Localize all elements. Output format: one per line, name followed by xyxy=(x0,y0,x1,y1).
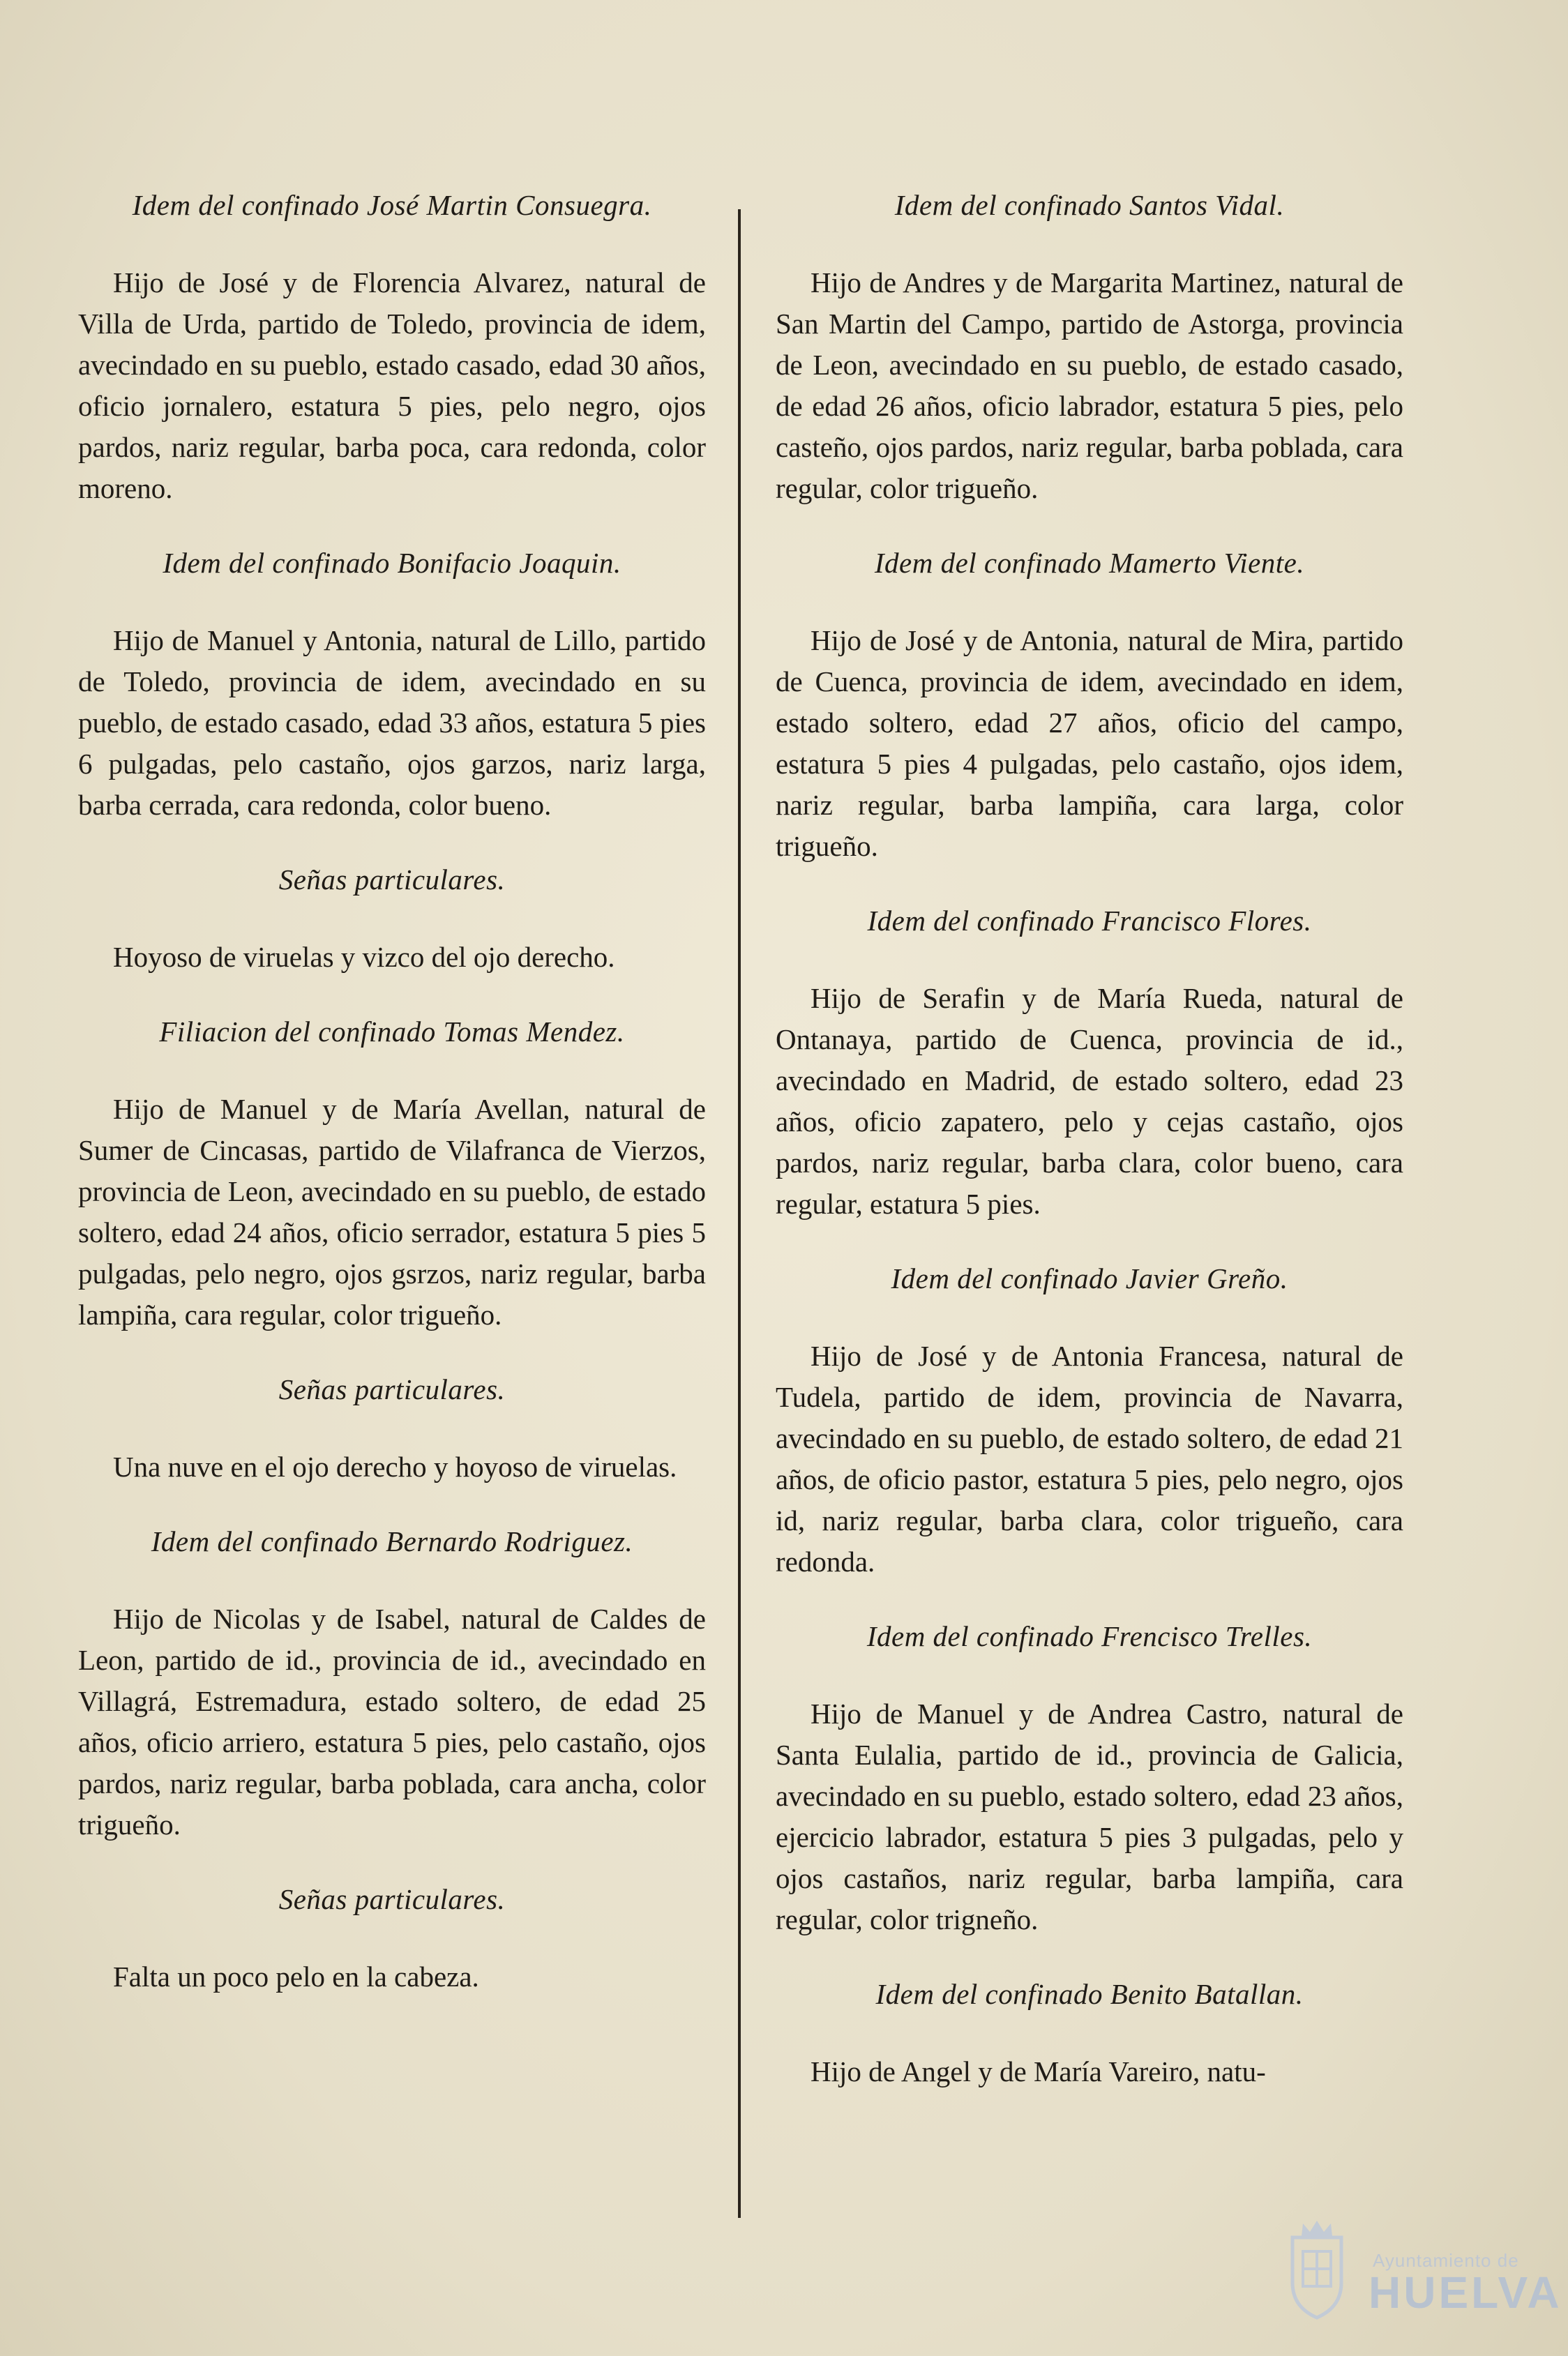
column-divider xyxy=(738,209,741,2218)
entry-description: Hijo de Manuel y Antonia, natural de Lillo, partido de Toledo, provincia de idem, avecindado en su pueblo, de estado casado, edad 33 años, estatura 5 pies 6 pulgadas, pelo castaño, ojos garzos, nariz larga, barba cerrada, cara redonda, color bueno. xyxy=(78,624,706,821)
entry-heading: Idem del confinado Francisco Flores. xyxy=(867,905,1312,937)
distinguishing-marks-text: Hoyoso de viruelas y vizco del ojo derecho. xyxy=(113,941,615,973)
entry-description: Hijo de Andres y de Margarita Martinez, natural de San Martin del Campo, partido de Astorga, provincia de Leon, avecindado en su pueblo, de estado casado, de edad 26 años, oficio labrador, estatura 5 pies, pelo casteño, ojos pardos, nariz regular, barba poblada, cara regular, color trigueño. xyxy=(776,266,1403,504)
entry-heading: Idem del confinado Bernardo Rodriguez. xyxy=(151,1525,633,1557)
entry-heading: Idem del confinado Javier Greño. xyxy=(891,1262,1288,1294)
entry-description: Hijo de Serafin y de María Rueda, natural de Ontanaya, partido de Cuenca, provincia de id., avecindado en Madrid, de estado soltero, edad 23 años, oficio zapatero, pelo y cejas castaño, ojos pardos, nariz regular, barba clara, color bueno, cara regular, estatura 5 pies. xyxy=(776,982,1403,1220)
entry-heading: Idem del confinado Frencisco Trelles. xyxy=(866,1620,1313,1652)
entry-description: Hijo de José y de Antonia Francesa, natural de Tudela, partido de idem, provincia de Navarra, avecindado en su pueblo, de estado soltero, de edad 21 años, de oficio pastor, estatura 5 pies, pelo negro, ojos id, nariz regular, barba clara, color trigueño, cara redonda. xyxy=(776,1340,1403,1578)
left-column xyxy=(78,185,706,2031)
right-column xyxy=(776,185,1403,2126)
entry-heading: Idem del confinado Bonifacio Joaquin. xyxy=(163,547,621,579)
distinguishing-marks-heading: Señas particulares. xyxy=(278,1373,506,1405)
entry-description: Hijo de Manuel y de María Avellan, natural de Sumer de Cincasas, partido de Vilafranca de Vierzos, provincia de Leon, avecindado en su pueblo, de estado soltero, edad 24 años, oficio serrador, estatura 5 pies 5 pulgadas, pelo negro, ojos gsrzos, nariz regular, barba lampiña, cara regular, color trigueño. xyxy=(78,1093,706,1331)
entry-heading: Idem del confinado José Martin Consuegra. xyxy=(132,189,652,221)
entry-description: Hijo de José y de Florencia Alvarez, natural de Villa de Urda, partido de Toledo, provincia de idem, avecindado en su pueblo, estado casado, edad 30 años, oficio jornalero, estatura 5 pies, pelo negro, ojos pardos, nariz regular, barba poca, cara redonda, color moreno. xyxy=(78,266,706,504)
coat-of-arms-icon xyxy=(1282,2217,1352,2321)
distinguishing-marks-text: Una nuve en el ojo derecho y hoyoso de viruelas. xyxy=(113,1451,677,1483)
entry-description: Hijo de Nicolas y de Isabel, natural de Caldes de Leon, partido de id., provincia de id., avecindado en Villagrá, Estremadura, estado soltero, de edad 25 años, oficio arriero, estatura 5 pies, pelo castaño, ojos pardos, nariz regular, barba poblada, cara ancha, color trigueño. xyxy=(78,1603,706,1841)
watermark-subtitle: Ayuntamiento de xyxy=(1373,2250,1519,2271)
watermark-title: HUELVA xyxy=(1369,2267,1562,2318)
distinguishing-marks-heading: Señas particulares. xyxy=(278,863,506,896)
distinguishing-marks-text: Falta un poco pelo en la cabeza. xyxy=(113,1961,479,1993)
entry-heading: Idem del confinado Santos Vidal. xyxy=(894,189,1285,221)
entry-heading: Filiacion del confinado Tomas Mendez. xyxy=(159,1015,625,1048)
entry-description: Hijo de Angel y de María Vareiro, natu- xyxy=(811,2055,1266,2087)
entry-heading: Idem del confinado Benito Batallan. xyxy=(875,1978,1304,2010)
entry-description: Hijo de José y de Antonia, natural de Mira, partido de Cuenca, provincia de idem, avecindado en idem, estado soltero, edad 27 años, oficio del campo, estatura 5 pies 4 pulgadas, pelo castaño, ojos idem, nariz regular, barba lampiña, cara larga, color trigueño. xyxy=(776,624,1403,862)
distinguishing-marks-heading: Señas particulares. xyxy=(278,1883,506,1915)
entry-heading: Idem del confinado Mamerto Viente. xyxy=(874,547,1305,579)
entry-description: Hijo de Manuel y de Andrea Castro, natural de Santa Eulalia, partido de id., provincia de Galicia, avecindado en su pueblo, estado soltero, edad 23 años, ejercicio labrador, estatura 5 pies 3 pulgadas, pelo y ojos castaños, nariz regular, barba lampiña, cara regular, color trigneño. xyxy=(776,1698,1403,1935)
